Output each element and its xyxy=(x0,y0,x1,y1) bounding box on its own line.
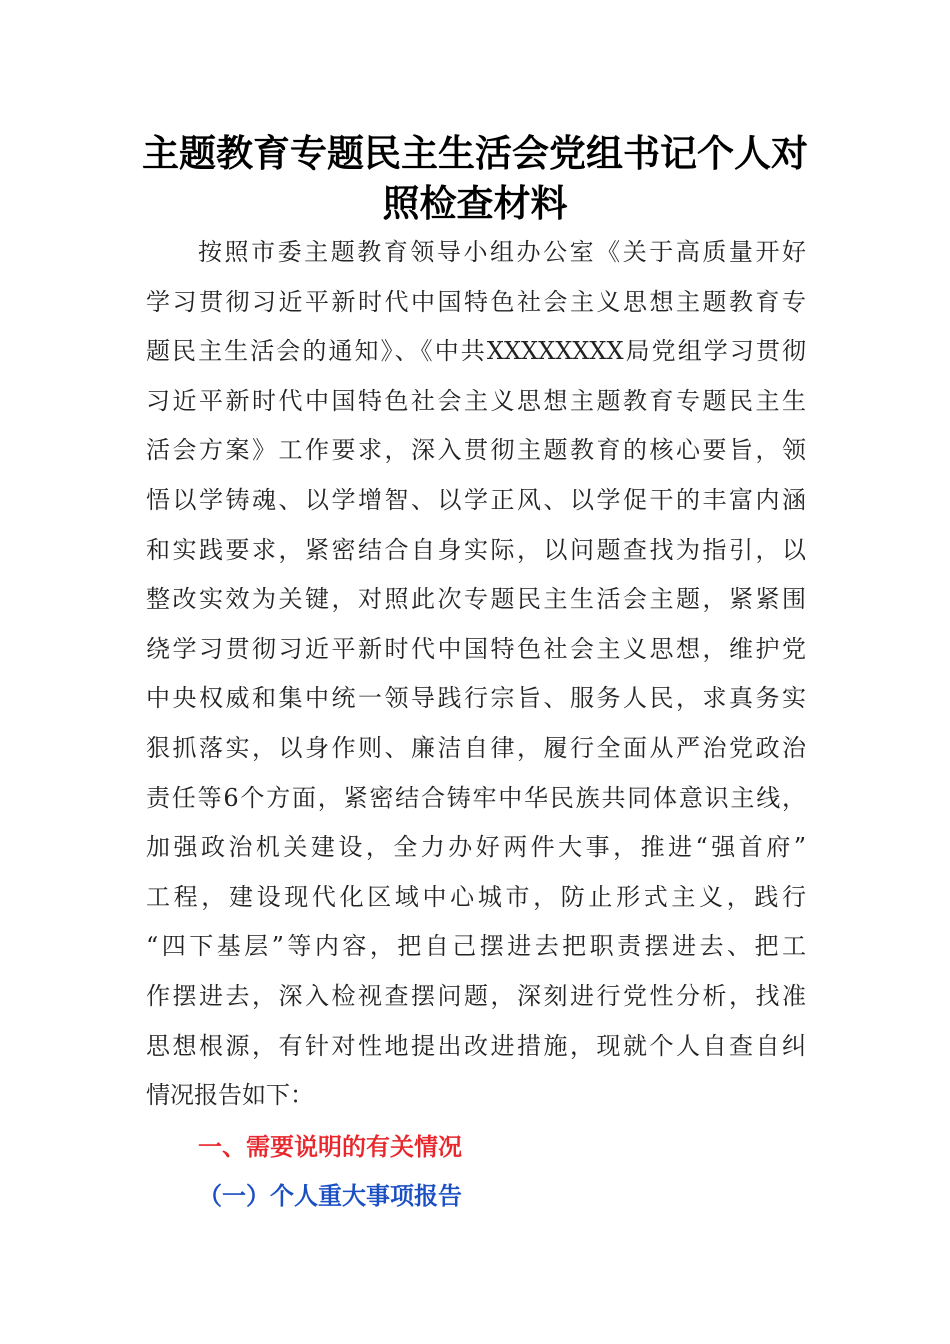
document-title-line-1: 主题教育专题民主生活会党组书记个人对 xyxy=(142,131,808,175)
paragraph-line: 整改实效为关键，对照此次专题民主生活会主题，紧紧围 xyxy=(146,585,806,614)
paragraph-line: 习近平新时代中国特色社会主义思想主题教育专题民主生 xyxy=(146,386,806,415)
paragraph-line: 中央权威和集中统一领导践行宗旨、服务人民，求真务实 xyxy=(146,684,806,713)
paragraph-line: 责任等6个方面，紧密结合铸牢中华民族共同体意识主线， xyxy=(146,783,806,812)
paragraph-line: 活会方案》工作要求，深入贯彻主题教育的核心要旨，领 xyxy=(146,436,806,465)
paragraph-line: 和实践要求，紧密结合自身实际，以问题查找为指引，以 xyxy=(146,535,806,564)
paragraph-line: 按照市委主题教育领导小组办公室《关于高质量开好 xyxy=(198,238,806,266)
paragraph-line: 情况报告如下： xyxy=(146,1081,314,1110)
paragraph-line: 绕学习贯彻习近平新时代中国特色社会主义思想，维护党 xyxy=(146,634,806,663)
subsection-heading: （一）个人重大事项报告 xyxy=(198,1181,462,1210)
paragraph-line: 题民主生活会的通知》、《中共XXXXXXXX局党组学习贯彻 xyxy=(146,337,806,366)
document-title-line-2: 照检查材料 xyxy=(382,181,568,225)
paragraph-line: 作摆进去，深入检视查摆问题，深刻进行党性分析，找准 xyxy=(146,981,806,1010)
paragraph-line: 加强政治机关建设，全力办好两件大事，推进“强首府” xyxy=(146,833,806,862)
paragraph-line: 思想根源，有针对性地提出改进措施，现就个人自查自纠 xyxy=(146,1031,806,1060)
paragraph-line: 工程，建设现代化区域中心城市，防止形式主义，践行 xyxy=(146,882,806,911)
paragraph-line: 悟以学铸魂、以学增智、以学正风、以学促干的丰富内涵 xyxy=(146,485,806,514)
paragraph-line: 狠抓落实，以身作则、廉洁自律，履行全面从严治党政治 xyxy=(146,733,806,762)
intro-paragraph xyxy=(146,228,806,1121)
paragraph-line: 学习贯彻习近平新时代中国特色社会主义思想主题教育专 xyxy=(146,287,806,316)
paragraph-line: “四下基层”等内容，把自己摆进去把职责摆进去、把工 xyxy=(146,932,806,961)
section-heading: 一、需要说明的有关情况 xyxy=(198,1132,462,1161)
